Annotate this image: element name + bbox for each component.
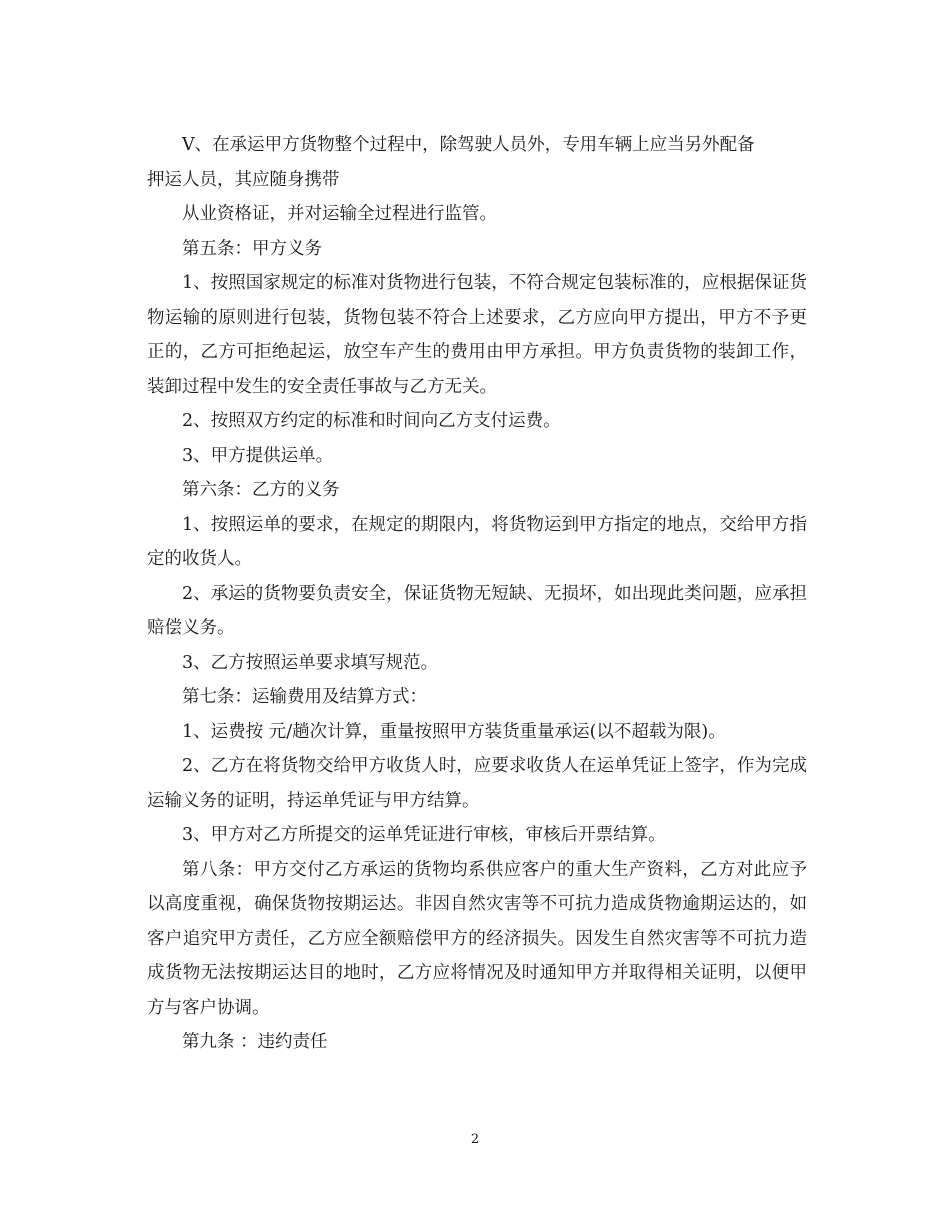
paragraph-article-5-item-1: 1、按照国家规定的标准对货物进行包装，不符合规定包装标准的，应根据保证货物运输的原则进行包装，货物包装不符合上述要求，乙方应向甲方提出，甲方不予更正的，乙方可拒绝起运，放空车产生的费用由甲方承担。甲方负责货物的装卸工作，装卸过程中发生的安全责任事故与乙方无关。: [147, 273, 807, 397]
heading-article-5: 第五条：甲方义务: [182, 238, 322, 259]
paragraph-article-7-item-2: 2、乙方在将货物交给甲方收货人时，应要求收货人在运单凭证上签字，作为完成运输义务的证明，持运单凭证与甲方结算。: [147, 756, 807, 811]
paragraph-article-8: 第八条：甲方交付乙方承运的货物均系供应客户的重大生产资料，乙方对此应予以高度重视，确保货物按期运达。非因自然灾害等不可抗力造成货物逾期运达的，如客户追究甲方责任，乙方应全额赔偿甲方的经济损失。因发生自然灾害等不可抗力造成货物无法按期运达目的地时，乙方应将情况及时通知甲方并取得相关证明，以便甲方与客户协调。: [147, 859, 807, 1018]
paragraph-article-5-item-2: 2、按照双方约定的标准和时间向乙方支付运费。: [182, 411, 561, 431]
paragraph-escort-personnel: V、在承运甲方货物整个过程中，除驾驶人员外，专用车辆上应当另外配备 押运人员，其应随身携带: [147, 135, 755, 190]
heading-article-7: 第七条：运输费用及结算方式：: [182, 687, 427, 707]
paragraph-article-7-item-3: 3、甲方对乙方所提交的运单凭证进行审核，审核后开票结算。: [182, 825, 666, 845]
paragraph-article-6-item-2: 2、承运的货物要负责安全，保证货物无短缺、无损坏，如出现此类问题，应承担赔偿义务。: [147, 583, 807, 638]
paragraph-article-6-item-3: 3、乙方按照运单要求填写规范。: [182, 652, 439, 673]
heading-article-9: 第九条 ：违约责任: [182, 1032, 328, 1052]
heading-article-6: 第六条：乙方的义务: [182, 480, 340, 500]
paragraph-article-7-item-1: 1、运费按 元/趟次计算，重量按照甲方装货重量承运(以不超载为限)。: [182, 721, 726, 742]
document-body: [147, 128, 807, 1060]
paragraph-qualification-certificate: 从业资格证，并对运输全过程进行监管。: [182, 204, 497, 224]
paragraph-article-5-item-3: 3、甲方提供运单。: [182, 445, 334, 466]
paragraph-article-6-item-1: 1、按照运单的要求，在规定的期限内，将货物运到甲方指定的地点，交给甲方指定的收货人。: [147, 514, 807, 569]
page-number: 2: [470, 1132, 480, 1147]
